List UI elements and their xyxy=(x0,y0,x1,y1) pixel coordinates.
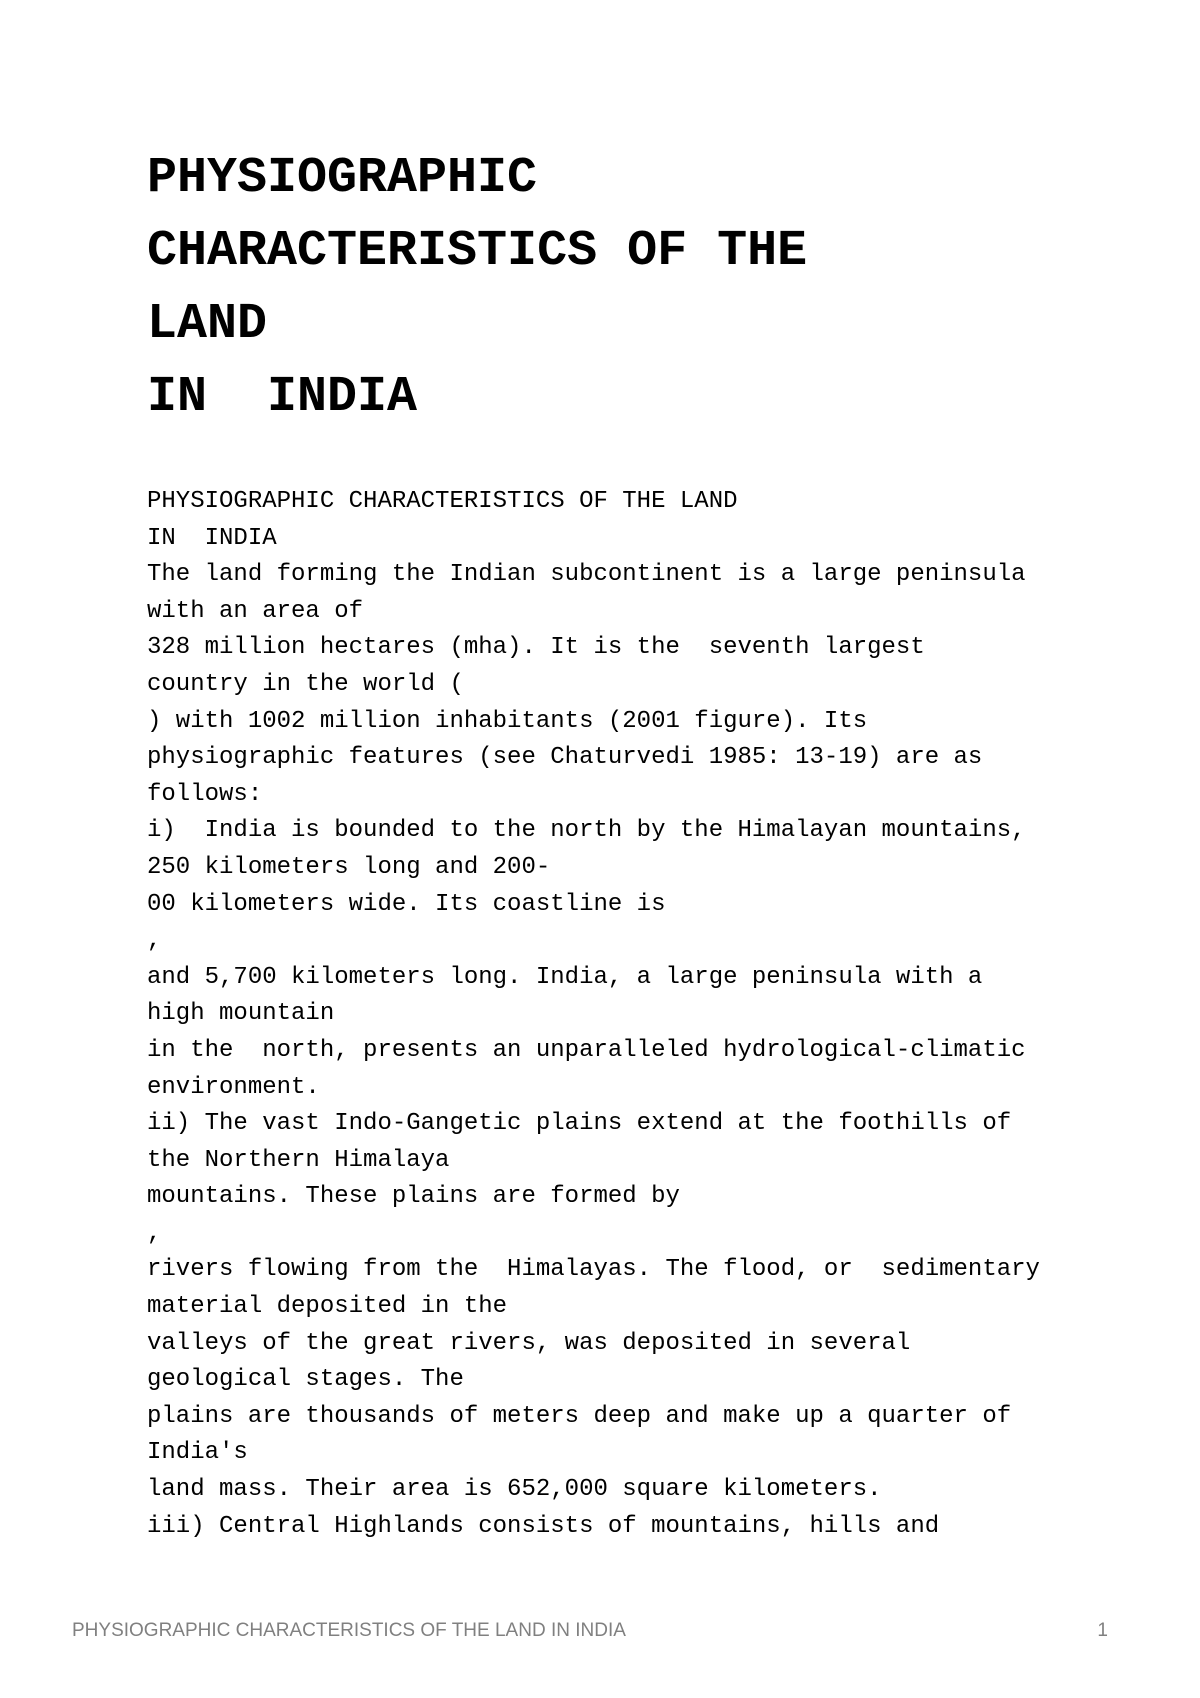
document-title xyxy=(147,142,807,434)
body-line: PHYSIOGRAPHIC CHARACTERISTICS OF THE LAND xyxy=(147,488,738,515)
body-line: with an area of xyxy=(147,597,364,625)
body-line: geological stages. The xyxy=(147,1366,464,1394)
body-line: 250 kilometers long and 200- xyxy=(147,853,551,881)
body-line: the Northern Himalaya xyxy=(147,1146,450,1174)
body-line: country in the world ( xyxy=(147,670,464,698)
body-line: rivers flowing from the Himalayas. The flood, or sedimentary xyxy=(147,1256,1040,1284)
body-line: The land forming the Indian subcontinent is a large peninsula xyxy=(147,561,1026,589)
body-line: plains are thousands of meters deep and make up a quarter of xyxy=(147,1402,1012,1430)
body-line: iii) Central Highlands consists of mountains, hills and xyxy=(147,1512,940,1540)
body-line: ii) The vast Indo-Gangetic plains extend at the foothills of xyxy=(147,1110,1012,1138)
body-line: high mountain xyxy=(147,1000,335,1028)
body-line: in the north, presents an unparalleled hydrological-climatic xyxy=(147,1036,1026,1064)
title-line: LAND xyxy=(147,296,268,353)
body-line: mountains. These plains are formed by xyxy=(147,1183,680,1211)
title-line: IN INDIA xyxy=(147,369,418,426)
title-line: CHARACTERISTICS OF THE xyxy=(147,223,808,280)
body-line: environment. xyxy=(147,1073,320,1101)
document-body xyxy=(147,484,1040,1545)
footer-running-title: PHYSIOGRAPHIC CHARACTERISTICS OF THE LAND IN INDIA xyxy=(72,1620,626,1641)
body-line: and 5,700 kilometers long. India, a large peninsula with a xyxy=(147,963,983,991)
title-line: PHYSIOGRAPHIC xyxy=(147,150,538,207)
body-line: valleys of the great rivers, was deposited in several xyxy=(147,1329,911,1357)
body-line: , xyxy=(147,927,162,955)
body-line: i) India is bounded to the north by the Himalayan mountains, xyxy=(147,817,1026,845)
body-line: follows: xyxy=(147,780,263,808)
body-line: land mass. Their area is 652,000 square kilometers. xyxy=(147,1476,882,1504)
body-line: material deposited in the xyxy=(147,1293,508,1321)
body-line: , xyxy=(147,1219,162,1247)
body-line: 00 kilometers wide. Its coastline is xyxy=(147,890,666,918)
body-line: India's xyxy=(147,1439,248,1467)
body-line: physiographic features (see Chaturvedi 1985: 13-19) are as xyxy=(147,744,983,772)
body-line: ) with 1002 million inhabitants (2001 figure). Its xyxy=(147,707,868,735)
body-line: IN INDIA xyxy=(147,524,277,552)
body-line: 328 million hectares (mha). It is the seventh largest xyxy=(147,634,925,662)
footer-page-number: 1 xyxy=(1097,1620,1108,1641)
